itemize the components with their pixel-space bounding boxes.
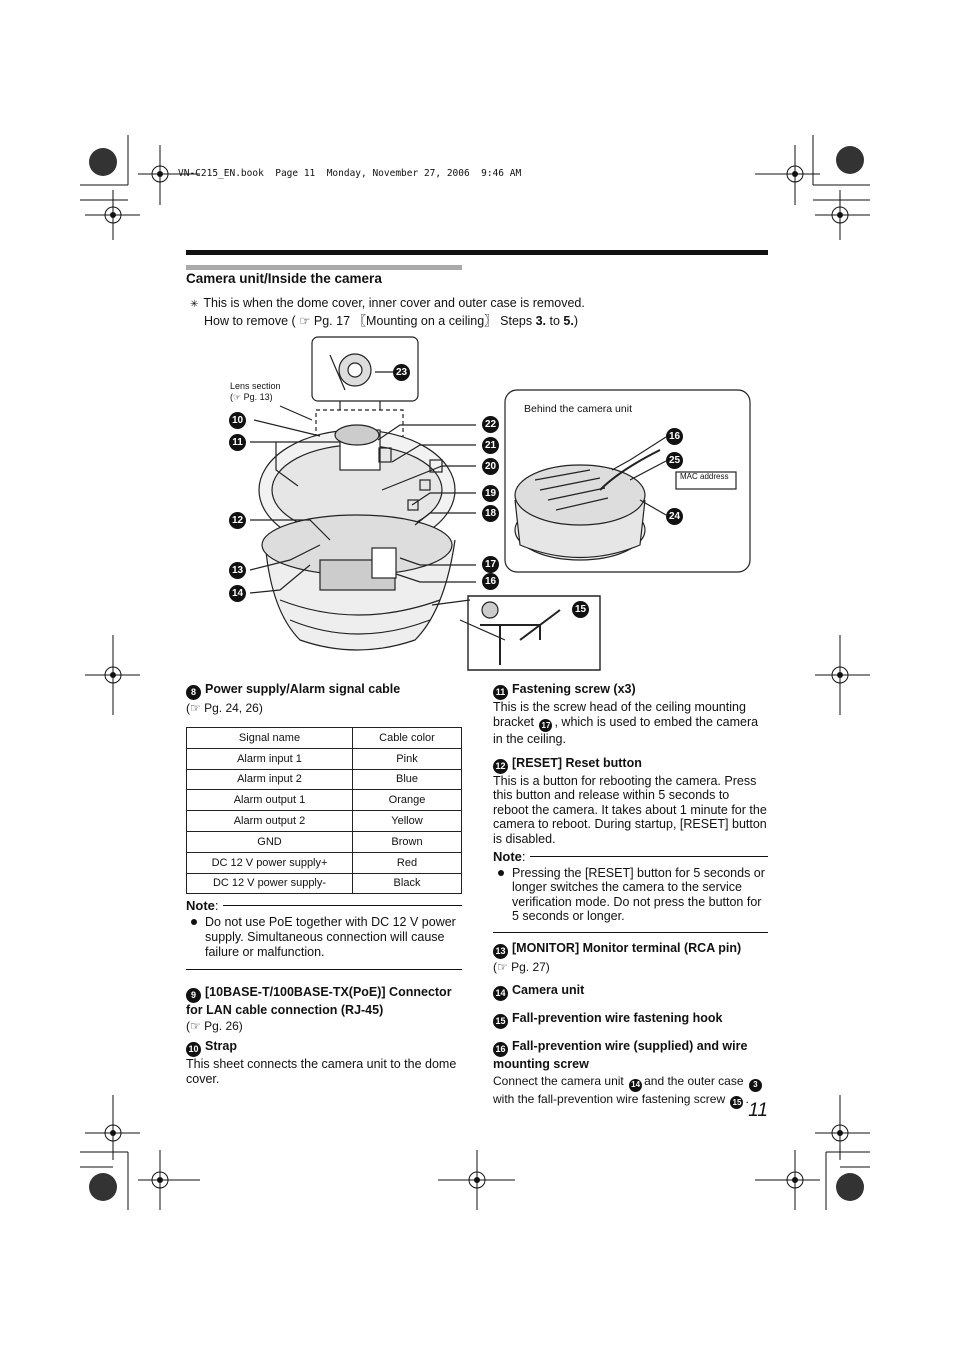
note-left: Note : Do not use PoE together with DC 12 V power supply. Simultaneous connection will cause failure or malfunction. [186, 898, 462, 959]
section-title: Camera unit/Inside the camera [186, 271, 382, 286]
item-11-number: 11 [493, 685, 508, 700]
pointing-hand-icon: ☞ [190, 701, 201, 715]
item-11-text-b: , which is used to embed the camera in the ceiling. [493, 714, 759, 747]
item-10-number: 10 [186, 1042, 201, 1057]
table-row [187, 852, 462, 873]
table-row [187, 831, 462, 852]
intro-line1: This is when the dome cover, inner cover and outer case is removed. [203, 296, 585, 310]
intro-ref-title: Mounting on a ceiling [366, 314, 485, 328]
page-number: 11 [748, 1100, 768, 1121]
intro-steps: Steps [496, 314, 536, 328]
table-header-cell: Cable color [353, 728, 462, 749]
table-cell: GND [187, 831, 353, 852]
pointing-hand-icon: ☞ [497, 960, 508, 975]
callout-13: 13 [229, 562, 246, 579]
table-header-cell: Signal name [187, 728, 353, 749]
callout-25: 25 [666, 452, 683, 469]
intro-step-to: 5. [563, 314, 574, 328]
intro-close: ) [573, 314, 579, 328]
table-row [187, 790, 462, 811]
item-13-ref: (☞ Pg. 27) [493, 960, 550, 975]
callout-15: 15 [572, 601, 589, 618]
item-16-text [493, 1074, 768, 1109]
item-14-number: 14 [493, 986, 508, 1001]
item-13-ref-text: Pg. 27) [511, 960, 550, 975]
callout-12: 12 [229, 512, 246, 529]
bracket-open-icon: 〖 [353, 314, 367, 328]
table-row [187, 769, 462, 790]
callout-23: 23 [393, 364, 410, 381]
item-13-number: 13 [493, 944, 508, 959]
note-left-text: Do not use PoE together with DC 12 V power supply. Simultaneous connection will cause failure or malfunction. [205, 915, 456, 959]
item-13-title: [MONITOR] Monitor terminal (RCA pin) [512, 941, 742, 956]
table-cell: Pink [353, 748, 462, 769]
note-right-text: Pressing the [RESET] button for 5 seconds or longer switches the camera to the service verification mode. Do not press the button for 5 seconds or longer. [512, 865, 765, 924]
table-cell: DC 12 V power supply- [187, 873, 353, 894]
item-12-title: [RESET] Reset button [512, 755, 642, 770]
callout-20: 20 [482, 458, 499, 475]
divider [493, 932, 768, 933]
callout-17: 17 [482, 556, 499, 573]
table-cell: Alarm output 1 [187, 790, 353, 811]
table-header-row [187, 728, 462, 749]
table-cell: Alarm input 1 [187, 748, 353, 769]
item-12-text: This is a button for rebooting the camera. Press this button and release within 5 seconds to reboot the camera. It takes about 1 minute for the camera to reboot. During startup, [RESET] button is disabled. [493, 773, 767, 847]
item-8-ref: (☞ Pg. 24, 26) [186, 701, 263, 715]
table-cell: Black [353, 873, 462, 894]
bullet-icon [191, 919, 197, 925]
callout-11: 11 [229, 434, 246, 451]
print-header: VN-C215_EN.book Page 11 Monday, November 27, 2006 9:46 AM [178, 168, 522, 179]
table-row [187, 748, 462, 769]
item-8-heading [186, 682, 462, 700]
item-8-ref-text: Pg. 24, 26) [204, 701, 263, 715]
item-14-title: Camera unit [512, 983, 585, 998]
callout-18: 18 [482, 505, 499, 522]
ref-3-badge: 3 [749, 1079, 762, 1092]
table-cell: Brown [353, 831, 462, 852]
lens-label-text: Lens section [230, 381, 281, 391]
item-16-number: 16 [493, 1042, 508, 1057]
item-10-text: This sheet connects the camera unit to the dome cover. [186, 1057, 457, 1086]
behind-camera-label: Behind the camera unit [524, 403, 632, 415]
item-9-ref: (☞ Pg. 26) [186, 1019, 243, 1034]
callout-21: 21 [482, 437, 499, 454]
table-cell: Yellow [353, 811, 462, 832]
callout-24: 24 [666, 508, 683, 525]
item-15-title: Fall-prevention wire fastening hook [512, 1011, 723, 1026]
note-right: Note : Pressing the [RESET] button for 5 seconds or longer switches the camera to the service verification mode. Do not press the button for 5 seconds or longer. [493, 849, 768, 924]
item-16-text-c: with the fall-prevention wire fastening screw [493, 1091, 726, 1106]
table-cell: Alarm output 2 [187, 811, 353, 832]
table-cell: Orange [353, 790, 462, 811]
item-11-heading [493, 682, 768, 700]
item-9-title: [10BASE-T/100BASE-TX(PoE)] Connector for LAN cable connection (RJ-45) [186, 985, 452, 1018]
item-8-number: 8 [186, 685, 201, 700]
lens-section-label: Lens section (☞ Pg. 13) [230, 381, 281, 402]
item-13-heading [493, 941, 768, 959]
item-16-text-b: and the outer case [644, 1074, 744, 1089]
callout-16-behind: 16 [666, 428, 683, 445]
callout-14: 14 [229, 585, 246, 602]
item-12-number: 12 [493, 759, 508, 774]
item-9-heading [186, 985, 462, 1018]
item-10-heading [186, 1039, 462, 1057]
item-11-text-a: This is the screw head of the ceiling mounting bracket [493, 700, 746, 729]
callout-16-main: 16 [482, 573, 499, 590]
pointing-hand-icon: ☞ [190, 1019, 201, 1034]
table-row [187, 873, 462, 894]
item-16-title: Fall-prevention wire (supplied) and wire mounting screw [493, 1039, 748, 1072]
intro-prefix: How to remove ( [204, 314, 296, 328]
lens-ref: Pg. 13) [243, 392, 273, 402]
table-cell: Alarm input 2 [187, 769, 353, 790]
item-14-heading [493, 983, 768, 1001]
item-9-ref-text: Pg. 26) [204, 1019, 243, 1034]
item-15-number: 15 [493, 1014, 508, 1029]
mac-address-label: MAC address [680, 472, 729, 481]
note-label: Note [493, 848, 522, 864]
right-column [493, 682, 768, 1109]
item-11-text [493, 700, 768, 747]
signal-table [186, 727, 462, 894]
ref-15-badge: 15 [730, 1096, 743, 1109]
callout-19: 19 [482, 485, 499, 502]
pointing-hand-icon: ☞ [299, 314, 311, 328]
item-10-title: Strap [205, 1039, 237, 1054]
ref-17-badge: 17 [539, 719, 552, 732]
note-label: Note [186, 898, 215, 914]
asterisk-icon: ✳ [190, 299, 199, 310]
table-cell: DC 12 V power supply+ [187, 852, 353, 873]
table-cell: Blue [353, 769, 462, 790]
item-16-text-a: Connect the camera unit [493, 1074, 624, 1089]
item-16-text-d: . [745, 1091, 749, 1106]
item-8-title: Power supply/Alarm signal cable [205, 682, 401, 696]
left-column [186, 682, 462, 1086]
item-15-heading [493, 1011, 768, 1029]
bullet-icon [498, 870, 504, 876]
intro-to: to [546, 314, 564, 328]
table-row [187, 811, 462, 832]
callout-22: 22 [482, 416, 499, 433]
pointing-hand-icon: ☞ [233, 392, 242, 402]
bracket-close-icon: 〗 [484, 314, 497, 328]
callout-10: 10 [229, 412, 246, 429]
intro-ref: Pg. 17 [313, 314, 351, 328]
table-cell: Red [353, 852, 462, 873]
item-12-heading [493, 756, 768, 774]
divider [186, 969, 462, 970]
item-9-number: 9 [186, 988, 201, 1003]
item-16-heading [493, 1039, 768, 1072]
intro-step-from: 3. [535, 314, 547, 328]
ref-14-badge: 14 [629, 1079, 642, 1092]
item-11-title: Fastening screw (x3) [512, 682, 636, 696]
